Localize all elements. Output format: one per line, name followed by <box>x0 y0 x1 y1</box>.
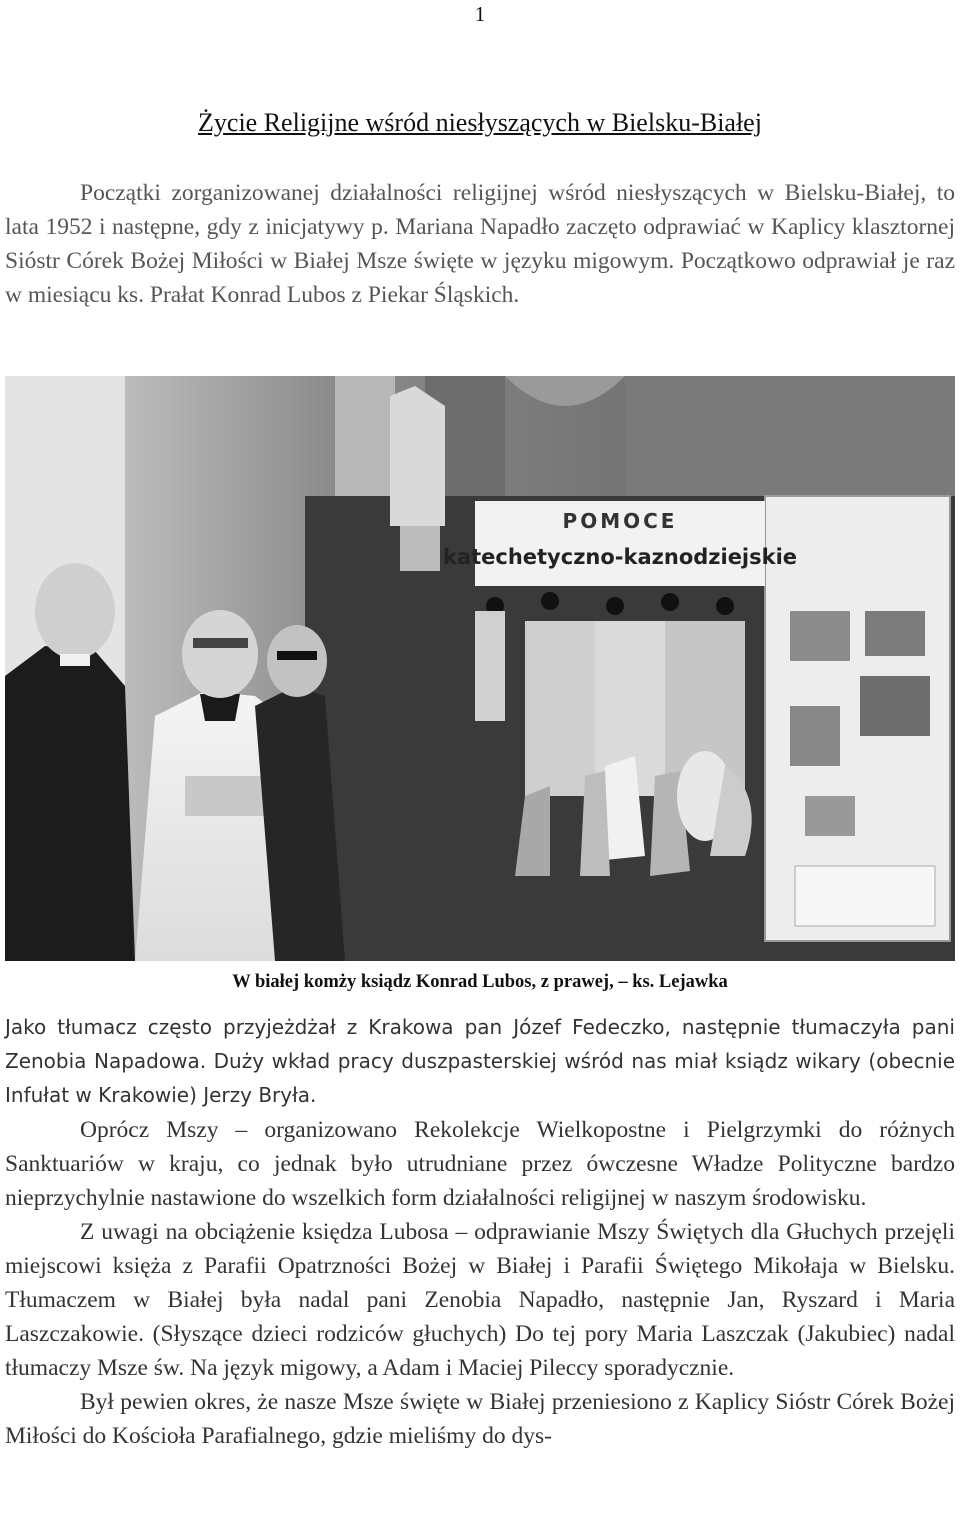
photo-caption: W białej komży ksiądz Konrad Lubos, z prawej, – ks. Lejawka <box>232 972 728 992</box>
body-text <box>5 1113 955 1453</box>
page-number: 1 <box>474 2 486 26</box>
paragraph-retreats: Oprócz Mszy – organizowano Rekolekcje Wielkopostne i Pielgrzymki do różnych Sanktuariów w kraju, co jednak było utrudniane przez ówczesne Władze Polityczne bardzo nieprzychylnie nastawione do wszelkich form działalności religijnej w naszym środowisku. <box>5 1117 955 1211</box>
paragraph-translators: Jako tłumacz często przyjeżdżał z Krakowa pan Józef Fedeczko, następnie tłumaczyła pani Zenobia Napadowa. Duży wkład pracy duszpasterskiej wśród nas miał ksiądz wikary (obecnie Infułat w Krakowie) Jerzy Bryła. <box>5 1015 955 1107</box>
historical-photo <box>5 376 955 961</box>
document-title: Życie Religijne wśród niesłyszących w Bielsku-Białej <box>198 108 762 137</box>
banner-line-2: katechetyczno-kaznodziejskie <box>442 545 798 569</box>
paragraph-local-priests: Z uwagi na obciążenie księdza Lubosa – odprawianie Mszy Świętych dla Głuchych przejęli miejscowi księża z Parafii Opatrzności Bożej w Białej i Parafii Świętego Mikołaja w Bielsku. Tłumaczem w Białej była nadal pani Zenobia Napadło, następnie Jan, Ryszard i Maria Laszczakowie. (Słyszące dzieci rodziców głuchych) Do tej pory Maria Laszczak (Jakubiec) nadal tłumaczy Msze św. Na język migowy, a Adam i Maciej Pileccy sporadycznie. <box>5 1219 955 1381</box>
banner-line-1: POMOCE <box>562 509 678 533</box>
paragraph-intro: Początki zorganizowanej działalności religijnej wśród niesłyszących w Bielsku-Białej, to lata 1952 i następne, gdy z inicjatywy p. Mariana Napadło zaczęto odprawiać w Kaplicy klasztornej Sióstr Córek Bożej Miłości w Białej Msze święte w języku migowym. Początkowo odprawiał je raz w miesiącu ks. Prałat Konrad Lubos z Piekar Śląskich. <box>5 180 955 308</box>
paragraph-relocation: Był pewien okres, że nasze Msze święte w Białej przeniesiono z Kaplicy Sióstr Córek Bożej Miłości do Kościoła Parafialnego, gdzie mieliśmy do dys- <box>5 1389 955 1449</box>
